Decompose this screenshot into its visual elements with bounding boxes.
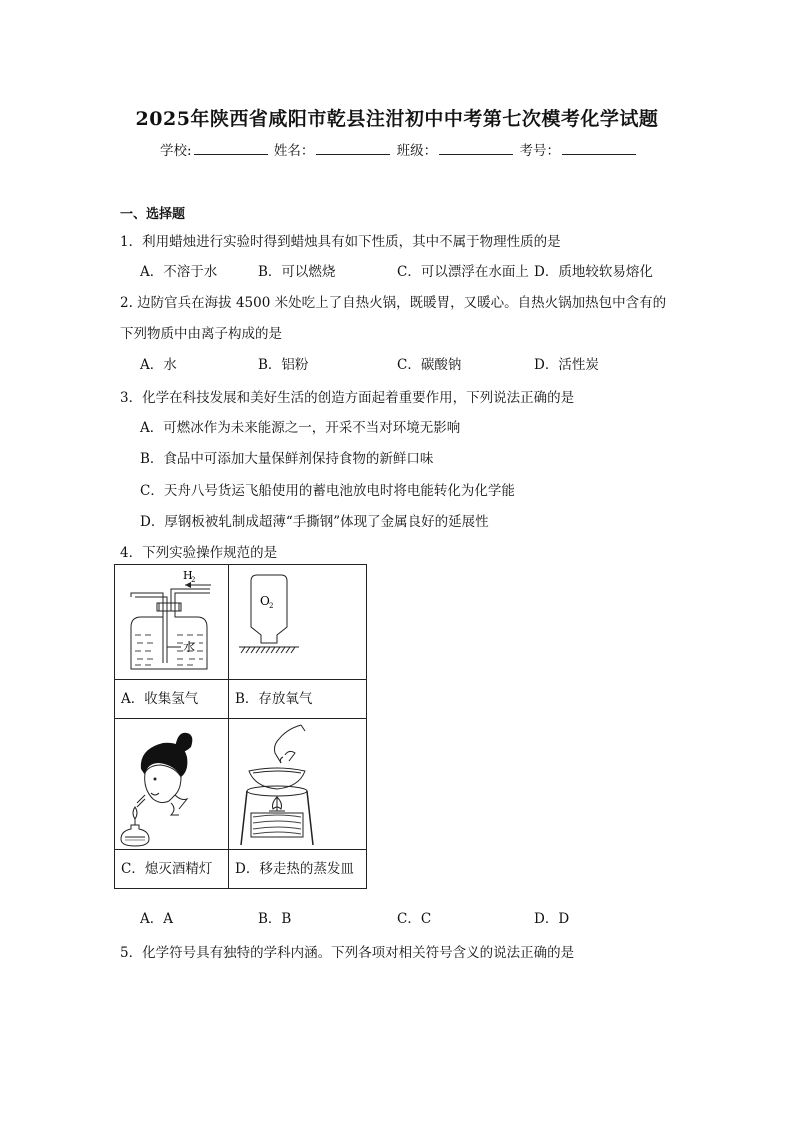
inverted-gas-bottle-icon xyxy=(229,565,366,679)
water-label: 水 xyxy=(183,640,196,654)
q2-stem-line1: 2. 边防官兵在海拔 4500 米处吃上了自热火锅，既暖胃，又暖心。自热火锅加热包中含有的 xyxy=(120,295,667,311)
moving-hot-evaporating-dish-icon xyxy=(229,719,366,849)
q4-figure-a xyxy=(115,565,229,680)
page-title: 2025年陕西省咸阳市乾县注泔初中中考第七次模考化学试题 xyxy=(135,108,659,130)
q4-option-a: A．A xyxy=(140,911,173,927)
q4-caption-a-cell xyxy=(115,680,229,719)
q4-option-c: C．C xyxy=(397,911,432,927)
q1-option-a: A．不溶于水 xyxy=(140,264,218,280)
name-blank[interactable] xyxy=(316,142,390,155)
o2-subscript: 2 xyxy=(269,602,274,610)
q4-caption-d-cell xyxy=(229,850,367,889)
q4-option-b: B．B xyxy=(258,911,292,927)
o2-label: O xyxy=(260,594,270,608)
h2-label: H xyxy=(183,569,193,582)
q4-caption-b: B．存放氧气 xyxy=(235,691,313,707)
q4-caption-c-cell xyxy=(115,850,229,889)
q4-caption-c: C．熄灭酒精灯 xyxy=(121,861,213,877)
q2-option-c: C．碳酸钠 xyxy=(397,357,462,373)
q2-option-b: B．铝粉 xyxy=(258,357,309,373)
section-title: 一、选择题 xyxy=(120,207,186,222)
blowing-out-alcohol-lamp-icon xyxy=(115,719,228,849)
exam-no-label: 考号： xyxy=(519,143,560,159)
q3-option-d: D．厚钢板被轧制成超薄“手撕钢”体现了金属良好的延展性 xyxy=(140,514,489,530)
school-label: 学校: xyxy=(160,143,192,159)
q2-stem-line2: 下列物质中由离子构成的是 xyxy=(120,326,282,342)
q1-option-d: D．质地较软易熔化 xyxy=(534,264,653,280)
q5-stem: 5．化学符号具有独特的学科内涵。下列各项对相关符号含义的说法正确的是 xyxy=(120,945,575,961)
q4-caption-a: A．收集氢气 xyxy=(121,691,199,707)
q2-option-d: D．活性炭 xyxy=(534,357,599,373)
q4-caption-b-cell xyxy=(229,680,367,719)
q3-option-b: B．食品中可添加大量保鲜剂保持食物的新鲜口味 xyxy=(140,451,434,467)
q4-figure-c xyxy=(115,719,229,850)
school-blank[interactable] xyxy=(194,142,268,155)
q4-option-d: D．D xyxy=(534,911,570,927)
q3-option-a: A．可燃冰作为未来能源之一，开采不当对环境无影响 xyxy=(140,420,461,436)
name-label: 姓名： xyxy=(273,143,315,159)
q1-option-b: B．可以燃烧 xyxy=(258,264,336,280)
class-blank[interactable] xyxy=(439,142,513,155)
q4-caption-d: D．移走热的蒸发皿 xyxy=(235,861,354,877)
q1-stem: 1．利用蜡烛进行实验时得到蜡烛具有如下性质，其中不属于物理性质的是 xyxy=(120,234,561,250)
q3-stem: 3．化学在科技发展和美好生活的创造方面起着重要作用，下列说法正确的是 xyxy=(120,390,575,406)
class-label: 班级： xyxy=(396,143,438,159)
gas-collection-bottle-icon xyxy=(115,565,228,679)
q3-option-c: C．天舟八号货运飞船使用的蓄电池放电时将电能转化为化学能 xyxy=(140,483,515,499)
student-info-line xyxy=(0,139,794,159)
q4-figure-d xyxy=(229,719,367,850)
q1-option-c: C．可以漂浮在水面上 xyxy=(397,264,529,280)
q4-figure-b xyxy=(229,565,367,680)
exam-no-blank[interactable] xyxy=(562,142,636,155)
q4-stem: 4．下列实验操作规范的是 xyxy=(120,545,278,561)
q2-option-a: A．水 xyxy=(140,357,177,373)
q4-figure-table xyxy=(114,564,367,889)
h2-subscript: 2 xyxy=(191,576,196,584)
